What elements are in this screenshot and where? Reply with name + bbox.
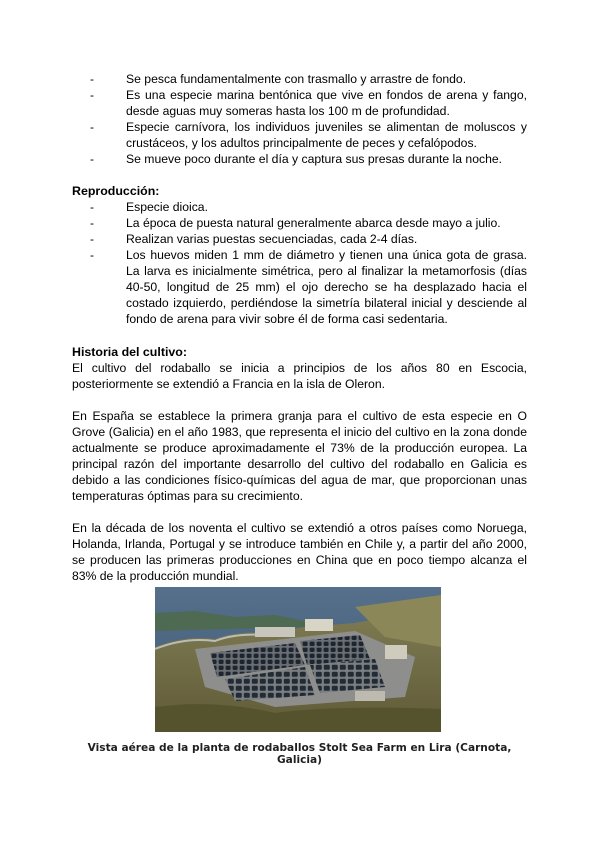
list-item: - Los huevos miden 1 mm de diámetro y tienen una única gota de grasa. La larva es inicialmente simétrica, pero al finalizar la metamorfosis (días 40-50, longitud de 25 mm) el ojo derecho se ha desplazado hacia el costado izquierdo, perdiéndose la simetría bilateral inicial y desciende al fondo de arena para vivir sobre él de forma casi sedentaria. (90, 247, 527, 327)
historia-heading: Historia del cultivo: (72, 345, 187, 359)
historia-paragraph-1: El cultivo del rodaballo se inicia a principios de los años 80 en Escocia, posteriormente se extendió a Francia en la isla de Oleron. (72, 361, 527, 391)
list-item: - Especie carnívora, los individuos juveniles se alimentan de moluscos y crustáceos, y los adultos principalmente de peces y cefalópodos. (90, 119, 527, 151)
list-item: - Realizan varias puestas secuenciadas, cada 2-4 días. (90, 231, 527, 247)
reproduccion-list (90, 199, 527, 327)
list-item: - Especie dioica. (90, 199, 527, 215)
aerial-photo-icon (155, 587, 441, 732)
figure-caption: Vista aérea de la planta de rodaballos Stolt Sea Farm en Lira (Carnota, Galicia) (87, 742, 512, 766)
species-traits-list (90, 71, 527, 167)
historia-paragraph-3: En la década de los noventa el cultivo se extendió a otros países como Noruega, Holanda, Irlanda, Portugal y se introduce también en Chile y, a partir del año 2000, se producen las primeras producciones en China que en poco tiempo alcanza el 83% de la producción mundial. (72, 521, 527, 583)
list-item: - Se pesca fundamentalmente con trasmallo y arrastre de fondo. (90, 71, 527, 87)
list-item: - Es una especie marina bentónica que vive en fondos de arena y fango, desde aguas muy someras hasta los 100 m de profundidad. (90, 87, 527, 119)
reproduccion-heading: Reproducción: (72, 184, 160, 198)
historia-paragraph-2: En España se establece la primera granja para el cultivo de esta especie en O Grove (Galicia) en el año 1983, que representa el inicio del cultivo en la zona donde actualmente se produce aproximadamente el 73% de la producción europea. La principal razón del importante desarrollo del cultivo del rodaballo en Galicia es debido a las condiciones físico-químicas del agua de mar, que proporcionan unas temperaturas óptimas para su crecimiento. (72, 409, 527, 503)
list-item: - La época de puesta natural generalmente abarca desde mayo a julio. (90, 215, 527, 231)
list-item: - Se mueve poco durante el día y captura sus presas durante la noche. (90, 151, 527, 167)
